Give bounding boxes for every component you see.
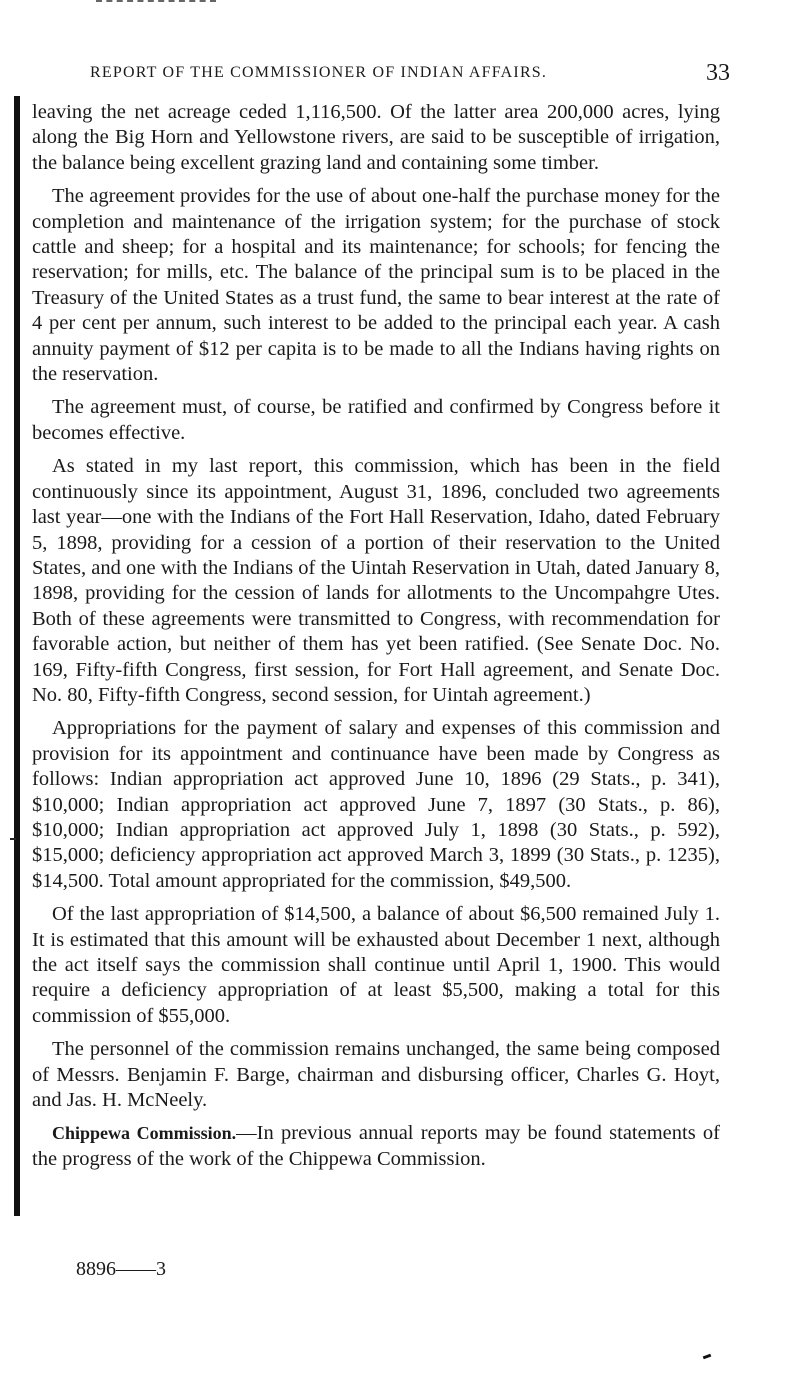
body-text <box>32 100 720 1180</box>
paragraph-agreement-provisions: The agreement provides for the use of about one-half the purchase money for the completion and maintenance of the irrigation system; for the purchase of stock cattle and sheep; for a hospital and its maintenance; for schools; for fencing the reservation; for mills, etc. The balance of the principal sum is to be placed in the Treasury of the United States as a trust fund, the same to bear interest at the rate of 4 per cent per annum, such interest to be added to the principal each year. A cash annuity payment of $12 per capita is to be made to all the Indians having rights on the reservation. <box>32 185 720 386</box>
scan-artifact-left-edge <box>14 96 20 1216</box>
scan-artifact-speck <box>703 1354 712 1360</box>
chippewa-heading: Chippewa Commission. <box>52 1123 237 1144</box>
paragraph-personnel: The personnel of the commission remains unchanged, the same being composed of Messrs. Benjamin F. Barge, chairman and disbursing officer, Charles G. Hoyt, and Jas. H. McNeely. <box>32 1038 720 1112</box>
scan-artifact-margin-mark <box>10 838 16 840</box>
chippewa-text: —In previous annual reports may be found statements of the progress of the work of the Chippewa Commission. <box>32 1122 721 1170</box>
paragraph-ratification: The agreement must, of course, be ratified and confirmed by Congress before it becomes effective. <box>32 396 720 444</box>
paragraph-balance: Of the last appropriation of $14,500, a balance of about $6,500 remained July 1. It is estimated that this amount will be exhausted about December 1 next, although the act itself says the commission shall continue until April 1, 1900. This would require a deficiency appropriation of at least $5,500, making a total for this commission of $55,000. <box>32 903 720 1027</box>
running-head: REPORT OF THE COMMISSIONER OF INDIAN AFFAIRS. <box>90 64 548 81</box>
paragraph-prior-agreements: As stated in my last report, this commission, which has been in the field continuously since its appointment, August 31, 1896, concluded two agreements last year—one with the Indians of the Fort Hall Reservation, Idaho, dated February 5, 1898, providing for a cession of a portion of their reservation to the United States, and one with the Indians of the Uintah Reservation in Utah, dated January 8, 1898, providing for the cession of lands for allotments to the Uncompahgre Utes. Both of these agreements were transmitted to Congress, with recommendation for favorable action, but neither of them has yet been ratified. (See Senate Doc. No. 169, Fifty-fifth Congress, first session, for Fort Hall agreement, and Senate Doc. No. 80, Fifty-fifth Congress, second session, for Uintah agreement.) <box>32 455 720 706</box>
paragraph-chippewa <box>32 1121 720 1172</box>
page-number: 33 <box>706 60 730 86</box>
page-header <box>90 60 730 90</box>
signature-mark: 8896——3 <box>76 1258 166 1280</box>
scan-artifact-top-rule <box>96 0 216 5</box>
paragraph-acreage: leaving the net acreage ceded 1,116,500. Of the latter area 200,000 acres, lying along the Big Horn and Yellowstone rivers, are said to be susceptible of irrigation, the balance being excellent grazing land and containing some timber. <box>32 101 720 174</box>
paragraph-appropriations: Appropriations for the payment of salary and expenses of this commission and provision for its appointment and continuance have been made by Congress as follows: Indian appropriation act approved June 10, 1896 (29 Stats., p. 341), $10,000; Indian appropriation act approved June 7, 1897 (30 Stats., p. 86), $10,000; Indian appropriation act approved July 1, 1898 (30 Stats., p. 592), $15,000; deficiency appropriation act approved March 3, 1899 (30 Stats., p. 1235), $14,500. Total amount appropriated for the commission, $49,500. <box>32 717 720 892</box>
